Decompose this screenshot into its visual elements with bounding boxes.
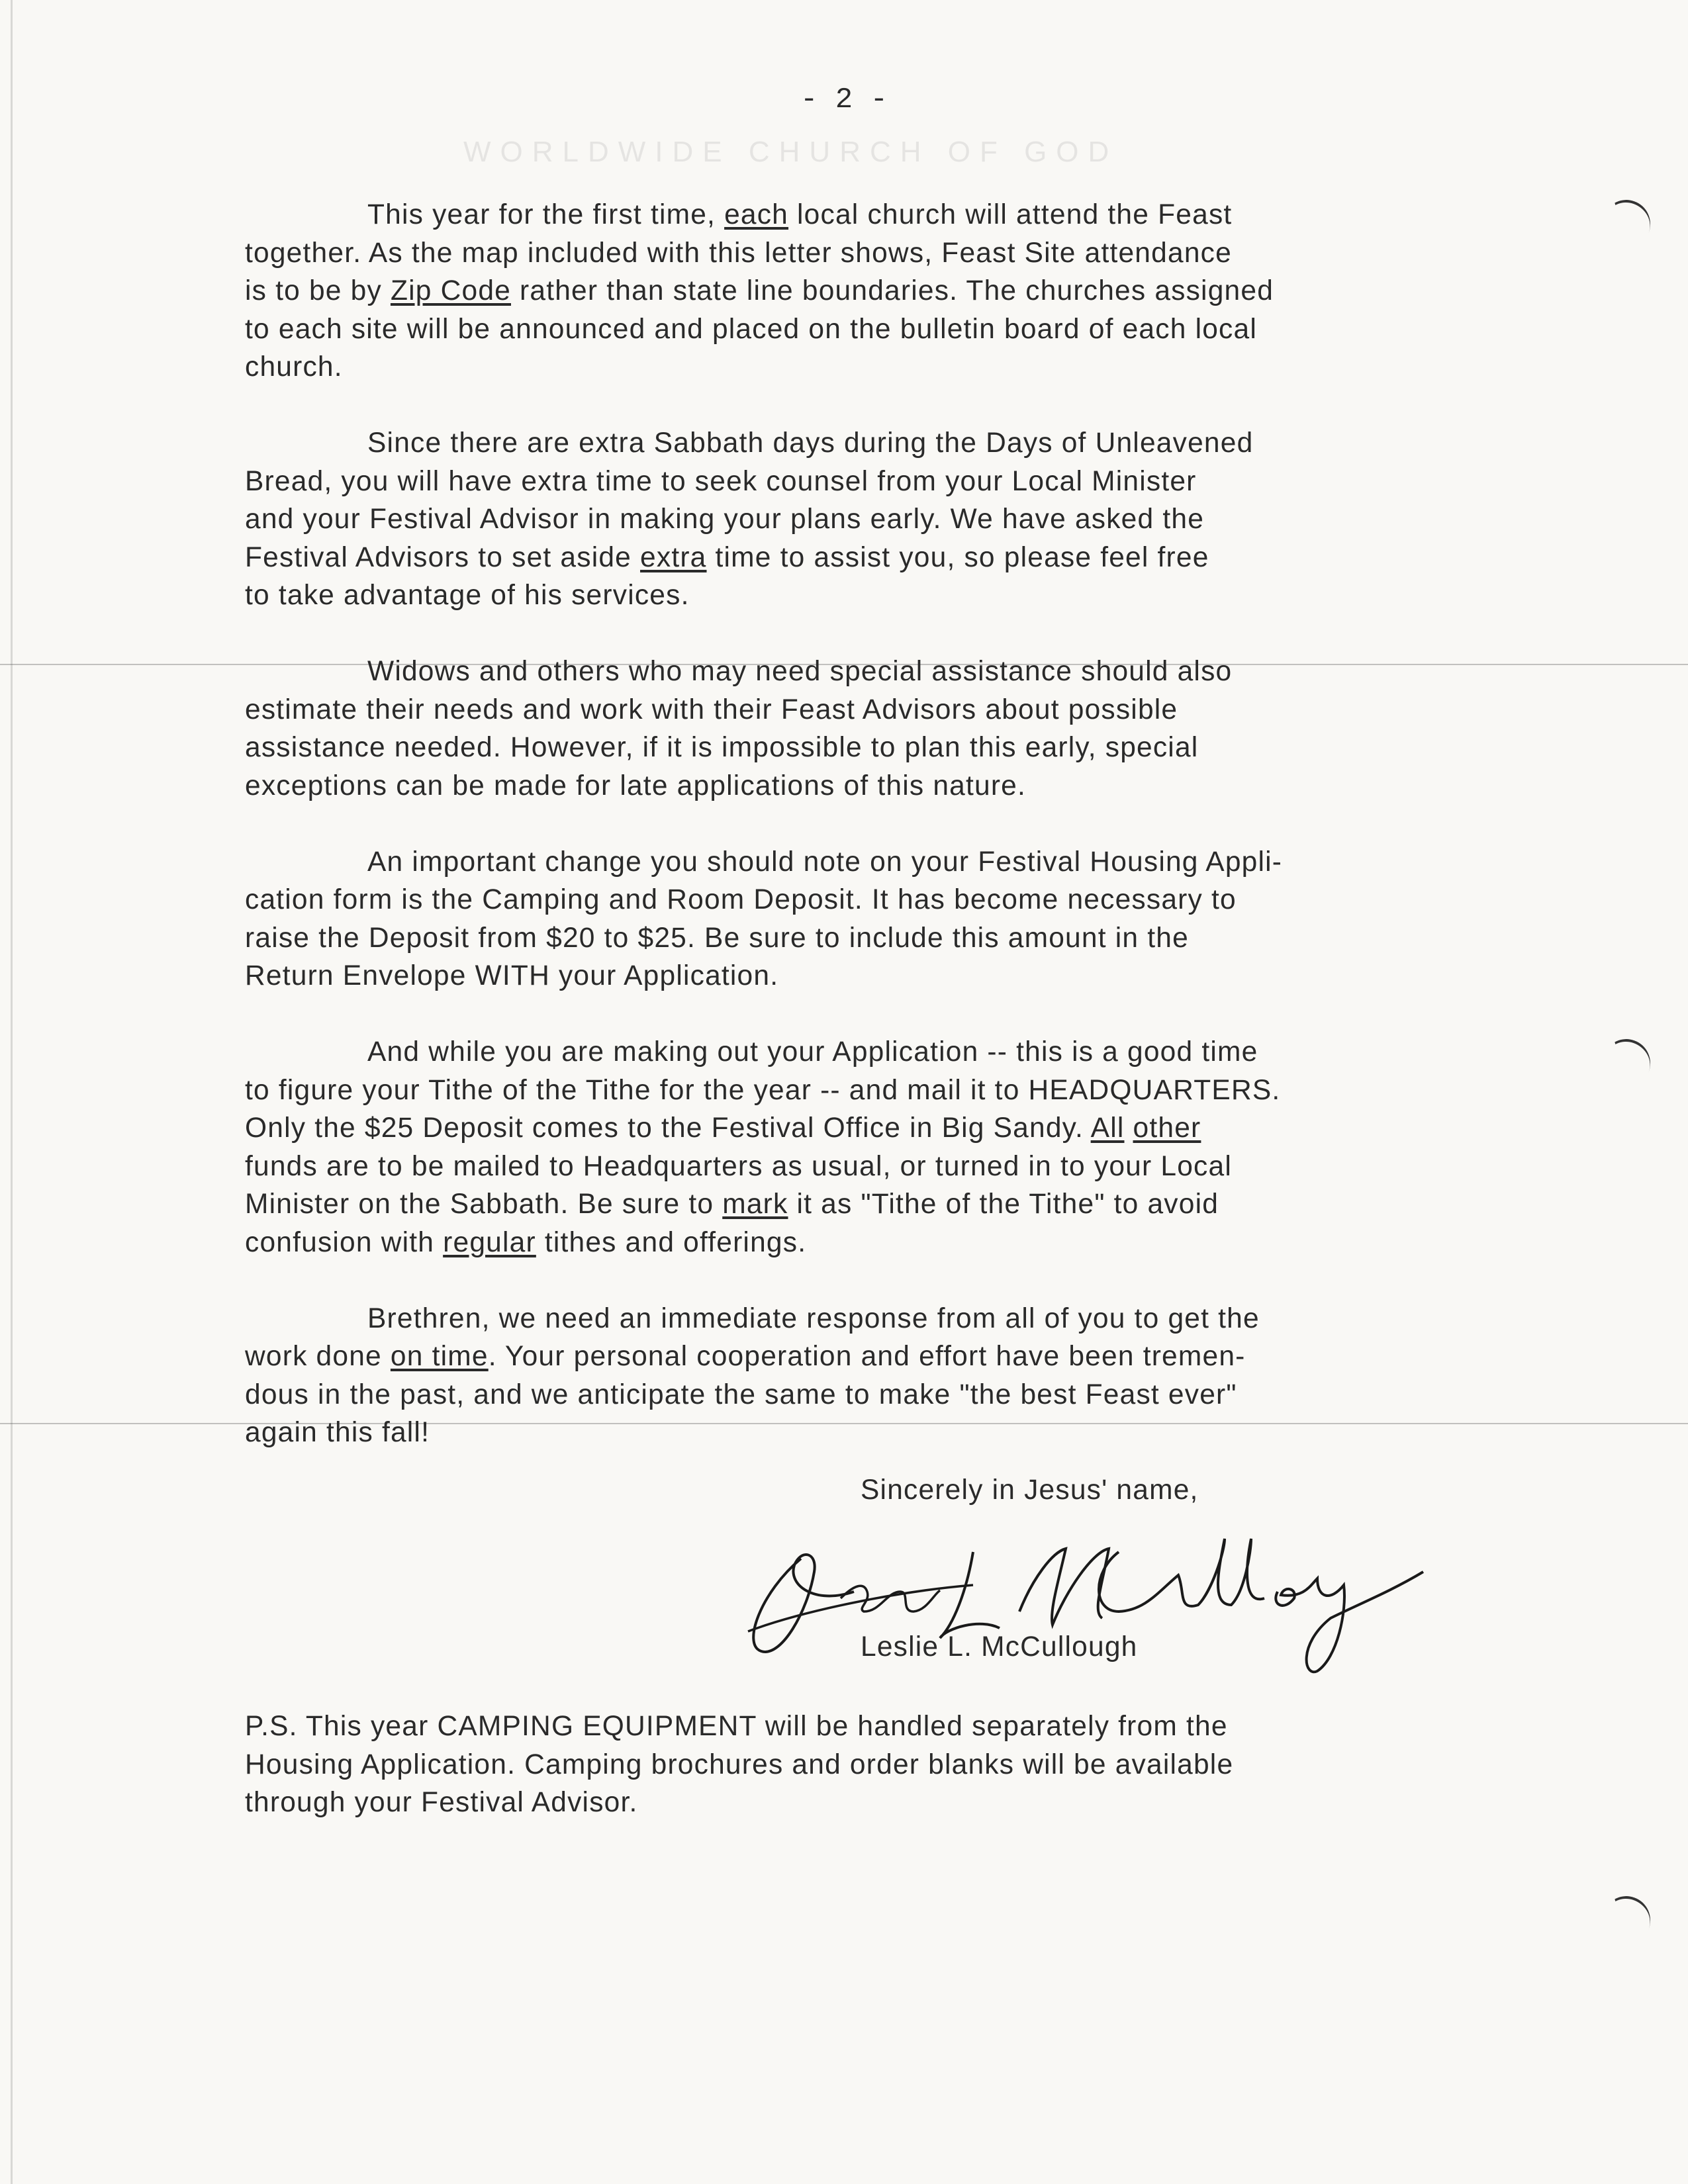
postscript <box>245 1707 1536 1822</box>
text-line: Widows and others who may need special assistance should also <box>367 656 1233 687</box>
text-line: and your Festival Advisor in making your plans early. We have asked the <box>245 504 1205 535</box>
paragraph <box>245 196 1536 387</box>
text-line: This year for the first time, each local church will attend the Feast <box>367 199 1233 230</box>
text-line: Only the $25 Deposit comes to the Festival Office in Big Sandy. All other <box>245 1113 1201 1144</box>
text-line: assistance needed. However, if it is impossible to plan this early, special <box>245 732 1199 763</box>
paragraph <box>245 1033 1536 1261</box>
text-line: work done on time. Your personal cooperation and effort have been tremen- <box>245 1341 1246 1372</box>
page-number: - 2 - <box>800 83 888 116</box>
text-line: Minister on the Sabbath. Be sure to mark it as "Tithe of the Tithe" to avoid <box>245 1189 1219 1220</box>
underlined-text: mark <box>722 1189 788 1220</box>
letter-body <box>245 196 1536 1490</box>
text-line: is to be by Zip Code rather than state line boundaries. The churches assigned <box>245 275 1274 306</box>
text-line: cation form is the Camping and Room Deposit. It has become necessary to <box>245 884 1237 915</box>
underlined-text: on time <box>390 1341 489 1372</box>
underlined-text: other <box>1133 1113 1201 1144</box>
paper-edge <box>11 0 13 2184</box>
text-line: Since there are extra Sabbath days during the Days of Unleavened <box>367 428 1254 459</box>
closing-salutation: Sincerely in Jesus' name, <box>861 1475 1199 1506</box>
binder-hole-middle <box>1595 1032 1658 1095</box>
text-line: exceptions can be made for late applications of this nature. <box>245 770 1027 801</box>
text-line: And while you are making out your Application -- this is a good time <box>367 1036 1258 1068</box>
text-line: Bread, you will have extra time to seek counsel from your Local Minister <box>245 465 1197 497</box>
text-line: confusion with regular tithes and offerings. <box>245 1226 807 1258</box>
postscript-line: P.S. This year CAMPING EQUIPMENT will be handled separately from the <box>245 1711 1228 1742</box>
binder-hole-top <box>1595 193 1658 256</box>
paragraph <box>245 1300 1536 1452</box>
text-line: dous in the past, and we anticipate the same to make "the best Feast ever" <box>245 1379 1237 1410</box>
text-line: Festival Advisors to set aside extra time to assist you, so please feel free <box>245 541 1209 573</box>
signer-name: Leslie L. McCullough <box>861 1631 1138 1662</box>
text-line: to figure your Tithe of the Tithe for the year -- and mail it to HEADQUARTERS. <box>245 1074 1281 1106</box>
underlined-text: each <box>724 199 789 230</box>
text-line: funds are to be mailed to Headquarters as usual, or turned in to your Local <box>245 1150 1232 1182</box>
text-line: Brethren, we need an immediate response from all of you to get the <box>367 1302 1260 1334</box>
paragraph <box>245 843 1536 995</box>
binder-hole-bottom <box>1595 1889 1658 1952</box>
text-line: An important change you should note on your Festival Housing Appli- <box>367 846 1283 878</box>
underlined-text: Zip Code <box>390 275 511 306</box>
postscript-line: Housing Application. Camping brochures and order blanks will be available <box>245 1749 1234 1780</box>
text-line: estimate their needs and work with their Feast Advisors about possible <box>245 694 1178 725</box>
text-line: Return Envelope WITH your Application. <box>245 960 779 991</box>
underlined-text: All <box>1090 1113 1125 1144</box>
text-line: again this fall! <box>245 1417 430 1448</box>
bleed-through-letterhead: WORLDWIDE CHURCH OF GOD <box>463 136 1119 168</box>
text-line: to each site will be announced and placed on the bulletin board of each local <box>245 313 1257 345</box>
underlined-text: regular <box>443 1226 536 1258</box>
paragraph <box>245 653 1536 805</box>
postscript-line: through your Festival Advisor. <box>245 1787 638 1818</box>
text-line: together. As the map included with this letter shows, Feast Site attendance <box>245 237 1232 269</box>
paragraph <box>245 424 1536 615</box>
text-line: raise the Deposit from $20 to $25. Be sure to include this amount in the <box>245 922 1189 954</box>
text-line: church. <box>245 351 343 383</box>
text-line: to take advantage of his services. <box>245 580 690 611</box>
underlined-text: extra <box>640 541 707 573</box>
